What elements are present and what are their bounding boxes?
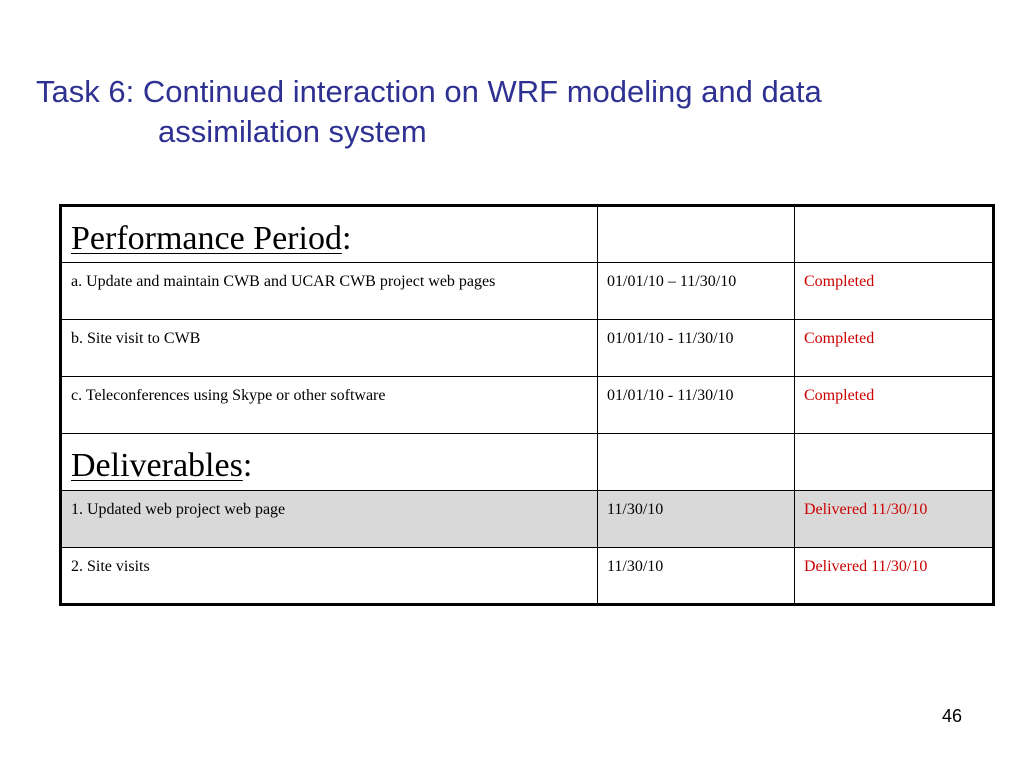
period-cell — [598, 263, 795, 320]
task-text: 2. Site visits — [71, 558, 150, 575]
period-text: 01/01/10 - 11/30/10 — [607, 330, 734, 347]
status-cell — [795, 263, 994, 320]
status-cell — [795, 377, 994, 434]
empty-cell — [795, 434, 994, 491]
period-text: 01/01/10 - 11/30/10 — [607, 387, 734, 404]
status-text: Completed — [804, 273, 875, 290]
period-cell — [598, 491, 795, 548]
section-heading-performance-period: Performance Period — [71, 220, 342, 257]
status-text: Completed — [804, 330, 875, 347]
slide-title-line-1: Task 6: Continued interaction on WRF modeling and data — [36, 74, 822, 109]
table-row — [61, 263, 994, 320]
task-text: 1. Updated web project web page — [71, 501, 286, 518]
period-text: 11/30/10 — [607, 501, 664, 518]
status-text: Delivered 11/30/10 — [804, 501, 928, 518]
section-heading-deliverables: Deliverables — [71, 447, 243, 484]
section-header-row — [61, 206, 994, 263]
section-heading-cell — [61, 206, 598, 263]
heading-colon: : — [242, 447, 253, 484]
empty-cell — [795, 206, 994, 263]
period-cell — [598, 320, 795, 377]
empty-cell — [598, 206, 795, 263]
period-cell — [598, 377, 795, 434]
status-cell — [795, 548, 994, 605]
slide-title-line-2: assimilation system — [158, 114, 427, 149]
task-cell — [61, 548, 598, 605]
heading-colon: : — [341, 220, 352, 257]
task-cell — [61, 491, 598, 548]
period-text: 11/30/10 — [607, 558, 664, 575]
status-text: Delivered 11/30/10 — [804, 558, 928, 575]
table-row — [61, 320, 994, 377]
table-row — [61, 548, 994, 605]
period-cell — [598, 548, 795, 605]
task-text: c. Teleconferences using Skype or other software — [71, 387, 386, 404]
table-row — [61, 377, 994, 434]
task-cell — [61, 263, 598, 320]
section-heading-cell — [61, 434, 598, 491]
task-cell — [61, 377, 598, 434]
slide-title — [36, 72, 996, 152]
period-text: 01/01/10 – 11/30/10 — [607, 273, 737, 290]
task-table — [59, 204, 995, 606]
empty-cell — [598, 434, 795, 491]
task-text: a. Update and maintain CWB and UCAR CWB project web pages — [71, 273, 496, 290]
table-row — [61, 491, 994, 548]
task-cell — [61, 320, 598, 377]
status-text: Completed — [804, 387, 875, 404]
section-header-row — [61, 434, 994, 491]
status-cell — [795, 491, 994, 548]
task-text: b. Site visit to CWB — [71, 330, 201, 347]
status-cell — [795, 320, 994, 377]
page-number: 46 — [941, 706, 962, 726]
